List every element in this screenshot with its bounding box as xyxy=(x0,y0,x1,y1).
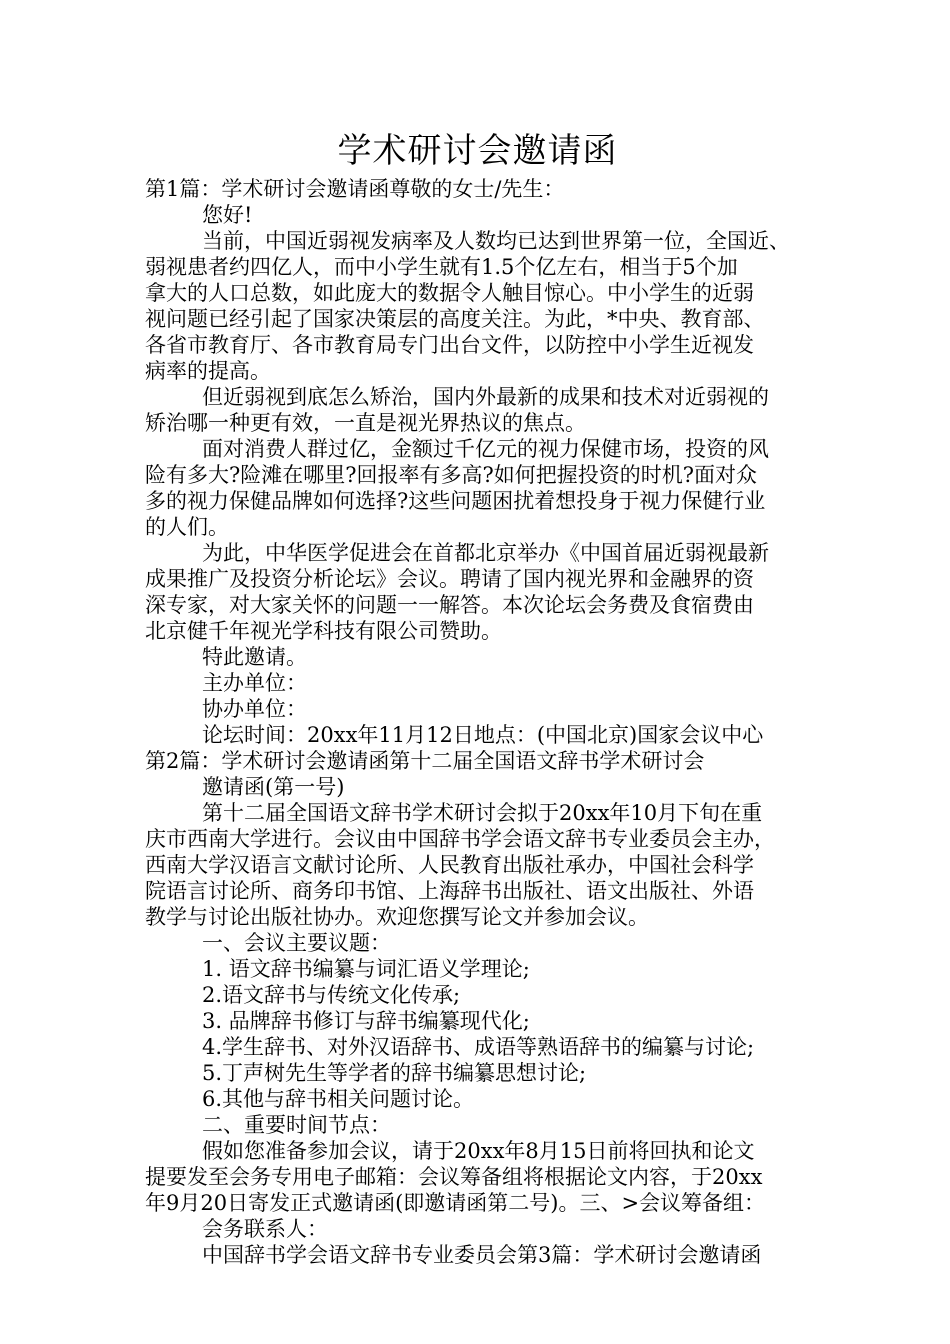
text-line: 邀请函(第一号) xyxy=(202,775,345,799)
text-line: 弱视患者约四亿人，而中小学生就有1.5个亿左右，相当于5个加 xyxy=(145,255,738,279)
document-title: 学术研讨会邀请函 xyxy=(337,131,618,171)
text-line: 的人们。 xyxy=(145,515,229,539)
text-line: 协办单位： xyxy=(202,697,307,721)
text-line: 一、会议主要议题： xyxy=(202,931,391,955)
text-line: 多的视力保健品牌如何选择?这些问题困扰着想投身于视力保健行业 xyxy=(145,489,766,513)
text-line: 但近弱视到底怎么矫治，国内外最新的成果和技术对近弱视的 xyxy=(202,385,769,409)
text-line: 西南大学汉语言文献讨论所、人民教育出版社承办，中国社会科学 xyxy=(145,853,754,877)
text-line: 各省市教育厅、各市教育局专门出台文件，以防控中小学生近视发 xyxy=(145,333,754,357)
text-line: 教学与讨论出版社协办。欢迎您撰写论文并参加会议。 xyxy=(145,905,649,929)
text-line: 第2篇：学术研讨会邀请函第十二届全国语文辞书学术研讨会 xyxy=(145,749,705,773)
text-line: 1. 语文辞书编纂与词汇语义学理论; xyxy=(202,957,530,981)
text-line: 险有多大?险滩在哪里?回报率有多高?如何把握投资的时机?面对众 xyxy=(145,463,758,487)
text-line: 提要发至会务专用电子邮箱：会议筹备组将根据论文内容，于20xx xyxy=(145,1165,763,1189)
text-line: 特此邀请。 xyxy=(202,645,307,669)
text-line: 矫治哪一种更有效，一直是视光界热议的焦点。 xyxy=(145,411,586,435)
text-line: 4.学生辞书、对外汉语辞书、成语等熟语辞书的编纂与讨论; xyxy=(202,1035,755,1059)
text-line: 论坛时间：20xx年11月12日地点：(中国北京)国家会议中心 xyxy=(202,723,764,747)
document-body xyxy=(145,176,810,1268)
text-line: 您好! xyxy=(202,203,253,227)
text-line: 年9月20日寄发正式邀请函(即邀请函第二号)。三、>会议筹备组： xyxy=(145,1191,766,1215)
text-line: 拿大的人口总数，如此庞大的数据令人触目惊心。中小学生的近弱 xyxy=(145,281,754,305)
text-line: 成果推广及投资分析论坛》会议。聘请了国内视光界和金融界的资 xyxy=(145,567,754,591)
text-line: 视问题已经引起了国家决策层的高度关注。为此，*中央、教育部、 xyxy=(145,307,765,331)
text-line: 二、重要时间节点： xyxy=(202,1113,391,1137)
text-line: 病率的提高。 xyxy=(145,359,271,383)
text-line: 5.丁声树先生等学者的辞书编纂思想讨论; xyxy=(202,1061,587,1085)
text-line: 主办单位： xyxy=(202,671,307,695)
text-line: 北京健千年视光学科技有限公司赞助。 xyxy=(145,619,502,643)
text-line: 3. 品牌辞书修订与辞书编纂现代化; xyxy=(202,1009,530,1033)
text-line: 中国辞书学会语文辞书专业委员会第3篇：学术研讨会邀请函 xyxy=(202,1243,762,1267)
text-line: 第十二届全国语文辞书学术研讨会拟于20xx年10月下旬在重 xyxy=(202,801,763,825)
text-line: 为此，中华医学促进会在首都北京举办《中国首届近弱视最新 xyxy=(202,541,769,565)
text-line: 当前，中国近弱视发病率及人数均已达到世界第一位，全国近、 xyxy=(202,229,790,253)
text-line: 会务联系人： xyxy=(202,1217,328,1241)
document-page xyxy=(145,128,810,1268)
text-line: 庆市西南大学进行。会议由中国辞书学会语文辞书专业委员会主办， xyxy=(145,827,775,851)
text-line: 第1篇：学术研讨会邀请函尊敬的女士/先生： xyxy=(145,177,565,201)
text-line: 深专家，对大家关怀的问题一一解答。本次论坛会务费及食宿费由 xyxy=(145,593,754,617)
text-line: 6.其他与辞书相关问题讨论。 xyxy=(202,1087,475,1111)
text-line: 面对消费人群过亿，金额过千亿元的视力保健市场，投资的风 xyxy=(202,437,769,461)
text-line: 假如您准备参加会议，请于20xx年8月15日前将回执和论文 xyxy=(202,1139,755,1163)
text-line: 院语言讨论所、商务印书馆、上海辞书出版社、语文出版社、外语 xyxy=(145,879,754,903)
text-line: 2.语文辞书与传统文化传承; xyxy=(202,983,461,1007)
